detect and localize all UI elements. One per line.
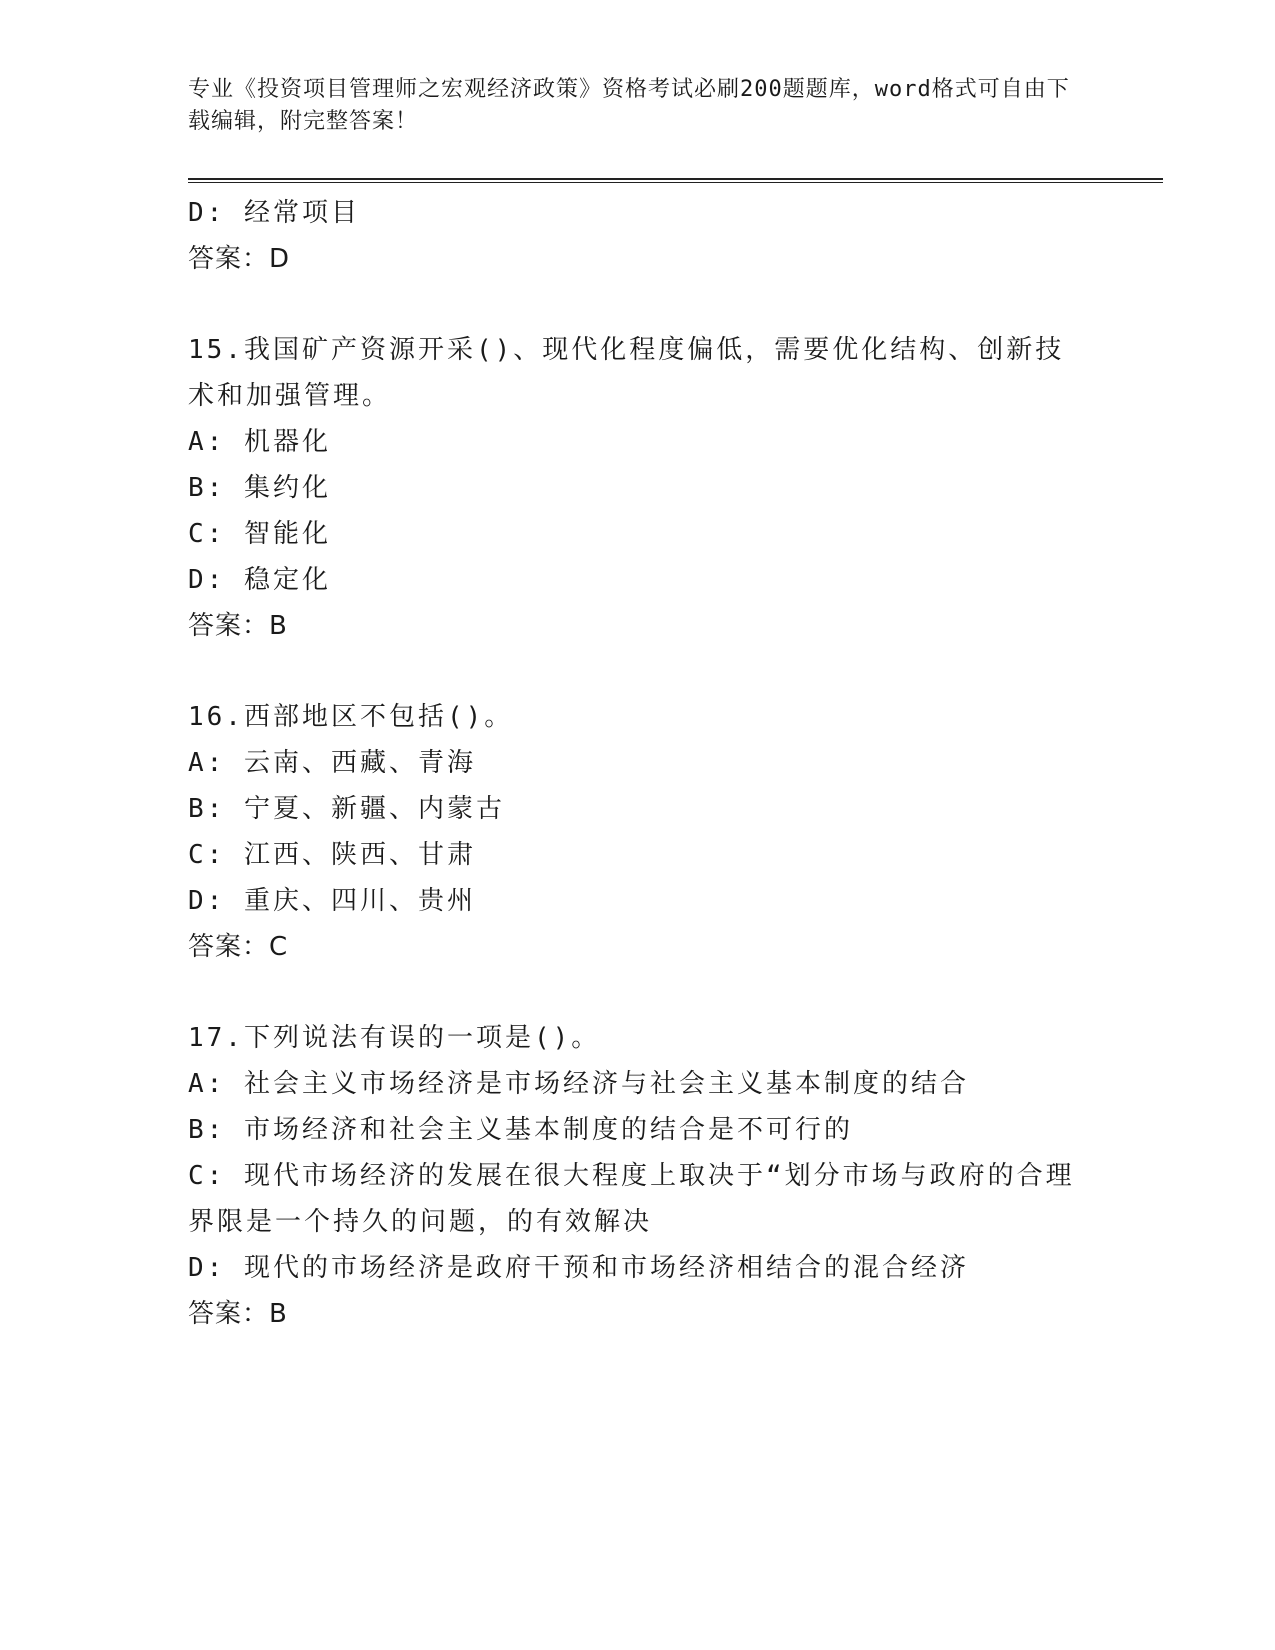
question-stem: 15.我国矿产资源开采()、现代化程度偏低，需要优化结构、创新技术和加强管理。 <box>188 335 1065 411</box>
document-body <box>188 190 1088 1337</box>
option-b: B: 市场经济和社会主义基本制度的结合是不可行的 <box>188 1115 853 1145</box>
question-17 <box>188 1015 1088 1337</box>
option-d: D: 稳定化 <box>188 565 331 595</box>
option-d: D: 重庆、四川、贵州 <box>188 886 476 916</box>
question-stem: 17.下列说法有误的一项是()。 <box>188 1023 601 1053</box>
option-a: A: 机器化 <box>188 427 331 457</box>
answer: 答案：C <box>188 932 289 962</box>
answer: 答案：D <box>188 244 291 274</box>
answer: 答案：B <box>188 611 288 641</box>
option-c: C: 现代市场经济的发展在很大程度上取决于“划分市场与政府的合理界限是一个持久的问题，的有效解决 <box>188 1161 1075 1237</box>
question-15 <box>188 327 1088 649</box>
option-d: D: 经常项目 <box>188 198 360 228</box>
option-d: D: 现代的市场经济是政府干预和市场经济相结合的混合经济 <box>188 1253 969 1283</box>
question-16 <box>188 694 1088 970</box>
option-b: B: 集约化 <box>188 473 331 503</box>
option-b: B: 宁夏、新疆、内蒙古 <box>188 794 505 824</box>
option-a: A: 云南、西藏、青海 <box>188 748 476 778</box>
header-divider <box>188 178 1163 183</box>
question-stem: 16.西部地区不包括()。 <box>188 702 514 732</box>
answer: 答案：B <box>188 1299 288 1329</box>
option-c: C: 智能化 <box>188 519 331 549</box>
document-header: 专业《投资项目管理师之宏观经济政策》资格考试必刷200题题库，word格式可自由下载编辑，附完整答案！ <box>188 77 1070 134</box>
option-c: C: 江西、陕西、甘肃 <box>188 840 476 870</box>
option-a: A: 社会主义市场经济是市场经济与社会主义基本制度的结合 <box>188 1069 969 1099</box>
